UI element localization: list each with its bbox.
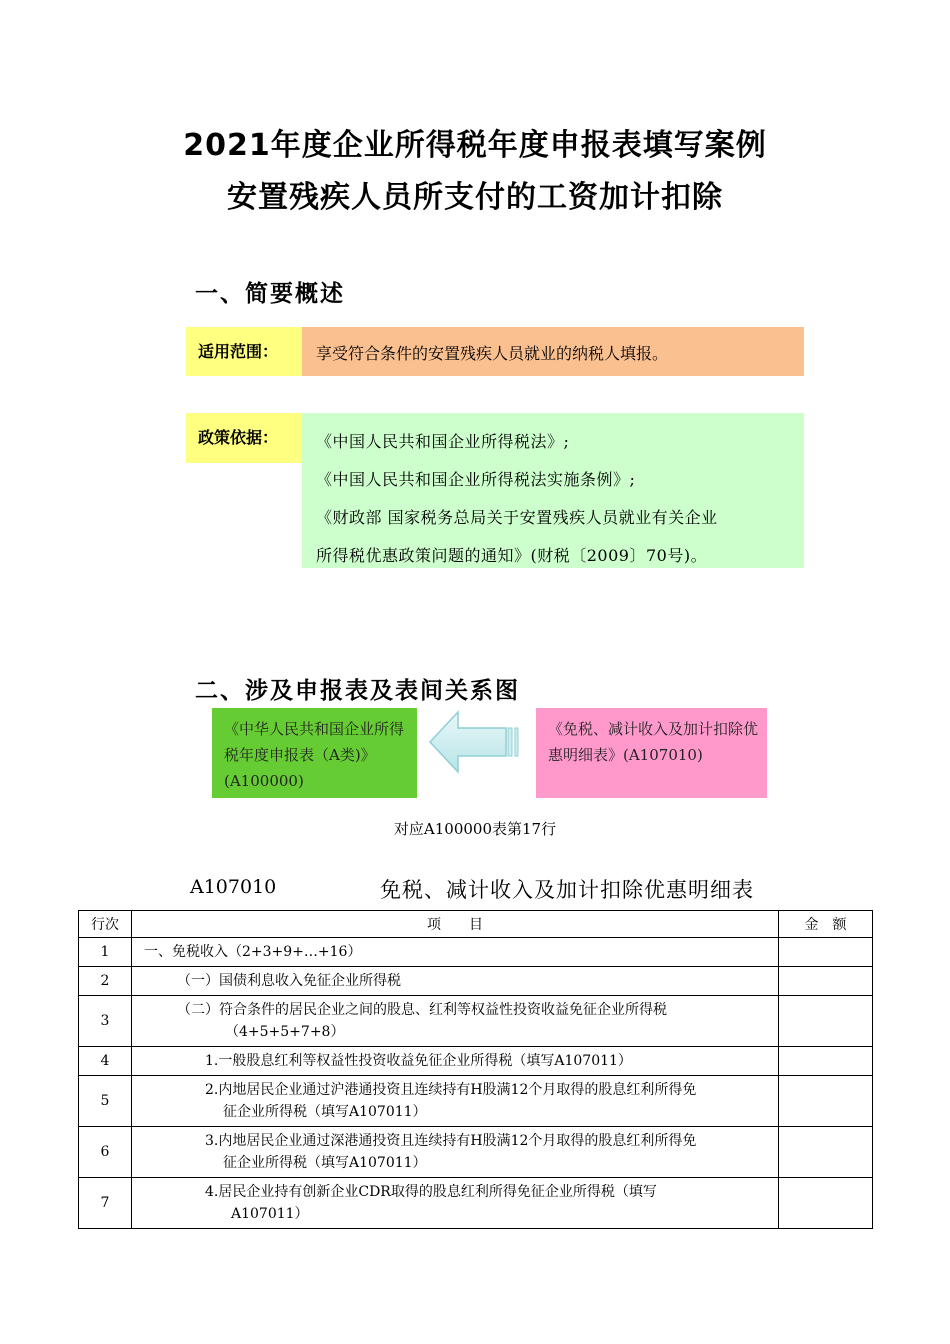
row-item [132,938,779,967]
table-code: A107010 [190,876,277,898]
row-amount [779,938,873,967]
form-a100000-box: 《中华人民共和国企业所得税年度申报表（A类)》(A100000) [212,708,417,798]
row-no: 5 [79,1076,132,1127]
row-item [132,996,779,1047]
row-item [132,1047,779,1076]
row-item-text: 4.居民企业持有创新企业CDR取得的股息红利所得免征企业所得税（填写 [205,1184,657,1200]
row-item [132,1178,779,1229]
row-amount [779,1127,873,1178]
scope-label: 适用范围： [186,327,302,376]
correspondence-note: 对应A100000表第17行 [393,820,557,838]
section-heading-overview: 一、简要概述 [195,281,345,307]
row-item [132,967,779,996]
row-amount [779,1047,873,1076]
row-amount [779,967,873,996]
section-heading-relations: 二、涉及申报表及表间关系图 [195,678,520,704]
row-item-text: 1.一般股息红利等权益性投资收益免征企业所得税（填写A107011） [205,1053,632,1069]
header-amount: 金 额 [779,911,873,938]
row-item-text: 一、免税收入（2+3+9+…+16） [144,944,362,960]
row-item-text: 2.内地居民企业通过沪港通投资且连续持有H股满12个月取得的股息红利所得免 [205,1082,697,1098]
row-item-text-cont: 征企业所得税（填写A107011） [223,1104,427,1120]
row-item-text: 3.内地居民企业通过深港通投资且连续持有H股满12个月取得的股息红利所得免 [205,1133,697,1149]
left-arrow-icon [428,708,524,776]
page-title: 2021年度企业所得税年度申报表填写案例 [183,128,767,163]
row-item-text-cont: A107011） [231,1206,309,1222]
row-item-text: （二）符合条件的居民企业之间的股息、红利等权益性投资收益免征企业所得税 [177,1002,667,1018]
table-row [79,1127,873,1178]
row-amount [779,996,873,1047]
row-no: 7 [79,1178,132,1229]
detail-table [78,910,873,1229]
table-row [79,967,873,996]
header-row-no: 行次 [79,911,132,938]
scope-text: 享受符合条件的安置残疾人员就业的纳税人填报。 [302,327,804,376]
row-item-text-cont: （4+5+5+7+8） [225,1024,345,1040]
row-no: 4 [79,1047,132,1076]
table-row [79,1076,873,1127]
header-item: 项 目 [132,911,779,938]
policy-basis-line: 《中国人民共和国企业所得税法》; [316,432,570,451]
table-header-row [79,911,873,938]
table-row [79,996,873,1047]
row-amount [779,1178,873,1229]
table-row [79,1178,873,1229]
form-a107010-box: 《免税、减计收入及加计扣除优惠明细表》(A107010) [536,708,767,798]
row-item [132,1076,779,1127]
row-no: 1 [79,938,132,967]
row-item-text: （一）国债利息收入免征企业所得税 [177,973,401,989]
row-item-text-cont: 征企业所得税（填写A107011） [223,1155,427,1171]
policy-basis-box [302,413,804,568]
row-amount [779,1076,873,1127]
row-item [132,1127,779,1178]
policy-basis-line: 《中国人民共和国企业所得税法实施条例》; [316,470,636,489]
policy-basis-line: 所得税优惠政策问题的通知》(财税〔2009〕70号)。 [316,546,708,565]
policy-basis-line: 《财政部 国家税务总局关于安置残疾人员就业有关企业 [316,508,718,527]
row-no: 6 [79,1127,132,1178]
page-subtitle: 安置残疾人员所支付的工资加计扣除 [227,180,723,215]
policy-basis-label: 政策依据： [186,413,302,463]
table-row [79,938,873,967]
table-title: 免税、减计收入及加计扣除优惠明细表 [380,878,754,902]
row-no: 3 [79,996,132,1047]
table-row [79,1047,873,1076]
row-no: 2 [79,967,132,996]
